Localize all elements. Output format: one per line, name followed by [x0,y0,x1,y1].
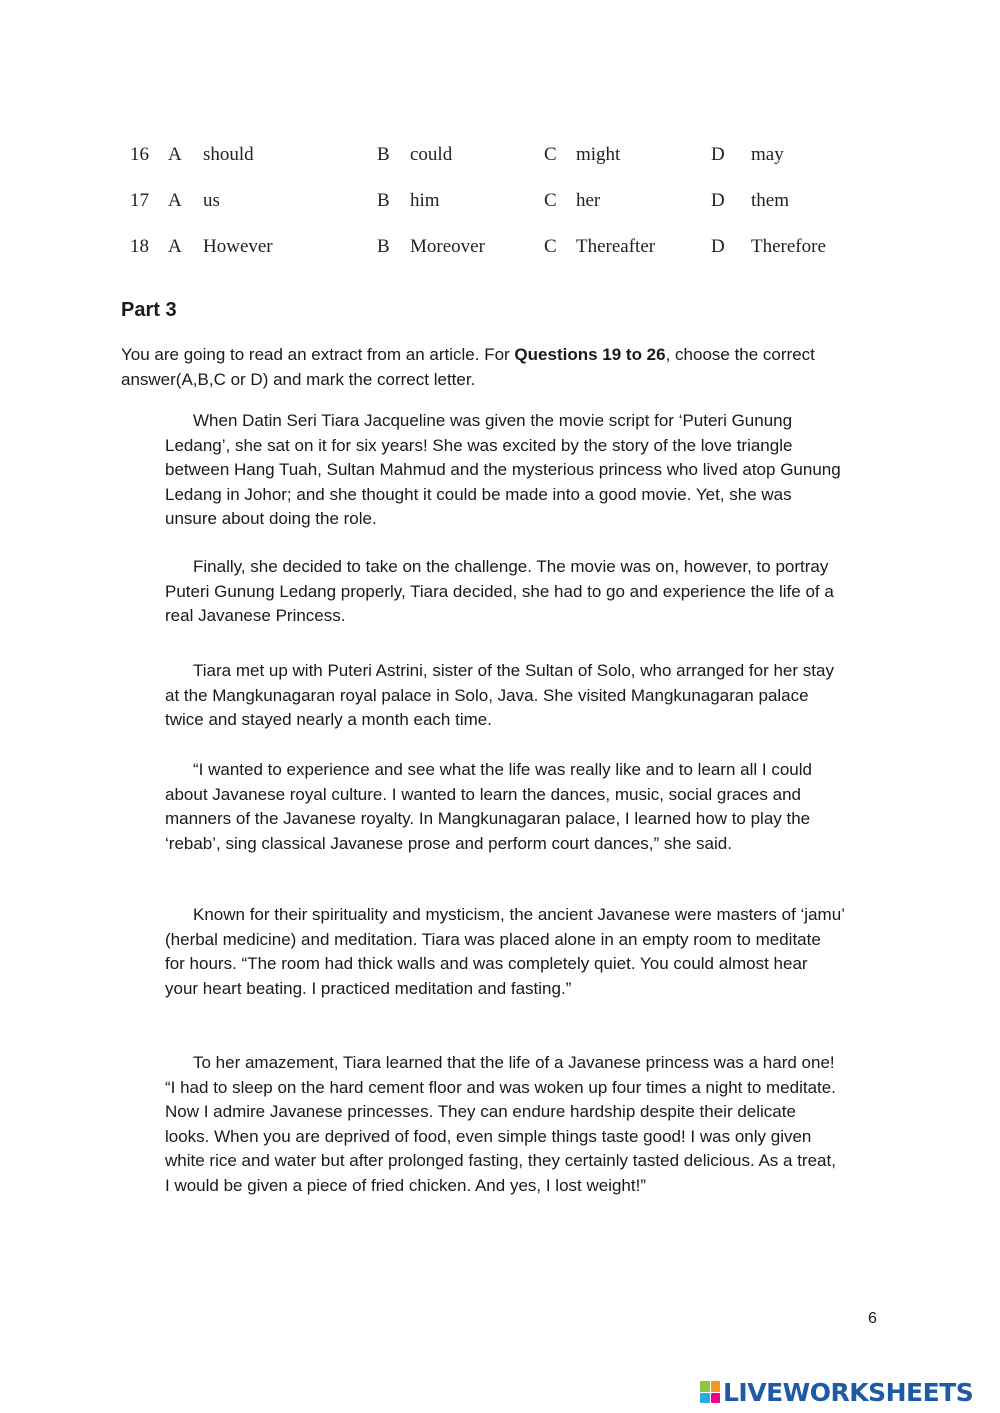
instructions-tail: , choose the correct answer(A,B,C or D) and mark the correct letter. [121,345,815,389]
question-number: 17 [130,190,149,211]
option-letter-d: D [711,236,725,257]
article-paragraph-4: “I wanted to experience and see what the life was really like and to learn all I could about Javanese royal culture. I wanted to learn the dances, music, social graces and manners of the Javanese royalty. In Mangkunagaran palace, I learned how to play the ‘rebab’, sing classical Javanese prose and perform court dances,” she said. [165,760,812,853]
article-paragraph-6: To her amazement, Tiara learned that the life of a Javanese princess was a hard one! “I had to sleep on the hard cement floor and was woken up four times a night to meditate. Now I admire Javanese princesses. They can endure hardship despite their delicate looks. When you are deprived of food, even simple things taste good! I was only given white rice and water but after prolonged fasting, they certainly tasted delicious. As a treat, I would be given a piece of fried chicken. And yes, I lost weight!” [165,1053,836,1195]
question-row-16 [130,140,850,186]
article-paragraph-3: Tiara met up with Puteri Astrini, sister of the Sultan of Solo, who arranged for her stay at the Mangkunagaran royal palace in Solo, Java. She visited Mangkunagaran palace twice and stayed nearly a month each time. [165,661,834,729]
article-paragraph-1: When Datin Seri Tiara Jacqueline was given the movie script for ‘Puteri Gunung Ledang’, she sat on it for six years! She was excited by the story of the love triangle between Hang Tuah, Sultan Mahmud and the mysterious princess who lived atop Gunung Ledang in Johor; and she thought it could be made into a good movie. Yet, she was unsure about doing the role. [165,411,841,528]
option-a[interactable]: should [203,144,254,165]
logo-tile [700,1393,710,1404]
option-letter-c: C [544,190,557,211]
option-letter-b: B [377,144,390,165]
option-b[interactable]: Moreover [410,236,485,257]
option-letter-b: B [377,190,390,211]
option-letter-a: A [168,190,182,211]
article-paragraph-2: Finally, she decided to take on the challenge. The movie was on, however, to portray Puteri Gunung Ledang properly, Tiara decided, she had to go and experience the life of a real Javanese Princess. [165,557,834,625]
article-paragraph-5: Known for their spirituality and mysticism, the ancient Javanese were masters of ‘jamu’ (herbal medicine) and meditation. Tiara was placed alone in an empty room to meditate for hours. “The room had thick walls and was completely quiet. You could almost hear your heart beating. I practiced meditation and fasting.” [165,905,845,998]
option-c[interactable]: might [576,144,621,165]
logo-tile [711,1381,721,1392]
liveworksheets-logo[interactable] [700,1377,973,1407]
option-a[interactable]: However [203,236,273,257]
logo-tile [711,1393,721,1404]
option-d[interactable]: them [751,190,789,211]
page-number: 6 [868,1310,877,1327]
question-row-18 [130,232,850,278]
option-a[interactable]: us [203,190,220,211]
option-c[interactable]: her [576,190,601,211]
option-letter-a: A [168,144,182,165]
instructions [121,342,891,392]
question-number: 18 [130,236,149,257]
option-d[interactable]: Therefore [751,236,826,257]
option-letter-a: A [168,236,182,257]
option-c[interactable]: Thereafter [576,236,656,257]
question-number: 16 [130,144,149,165]
option-letter-d: D [711,144,725,165]
logo-tile [700,1381,710,1392]
option-letter-c: C [544,236,557,257]
answer-options-table [130,140,850,278]
question-row-17 [130,186,850,232]
part-title: Part 3 [121,299,177,321]
option-b[interactable]: him [410,190,440,211]
option-letter-b: B [377,236,390,257]
logo-text: LIVEWORKSHEETS [723,1377,974,1407]
option-letter-d: D [711,190,725,211]
option-d[interactable]: may [751,144,784,165]
liveworksheets-icon [700,1381,720,1403]
option-b[interactable]: could [410,144,453,165]
instructions-question-range: Questions 19 to 26 [514,345,666,364]
instructions-intro: You are going to read an extract from an article. For [121,345,515,364]
option-letter-c: C [544,144,557,165]
